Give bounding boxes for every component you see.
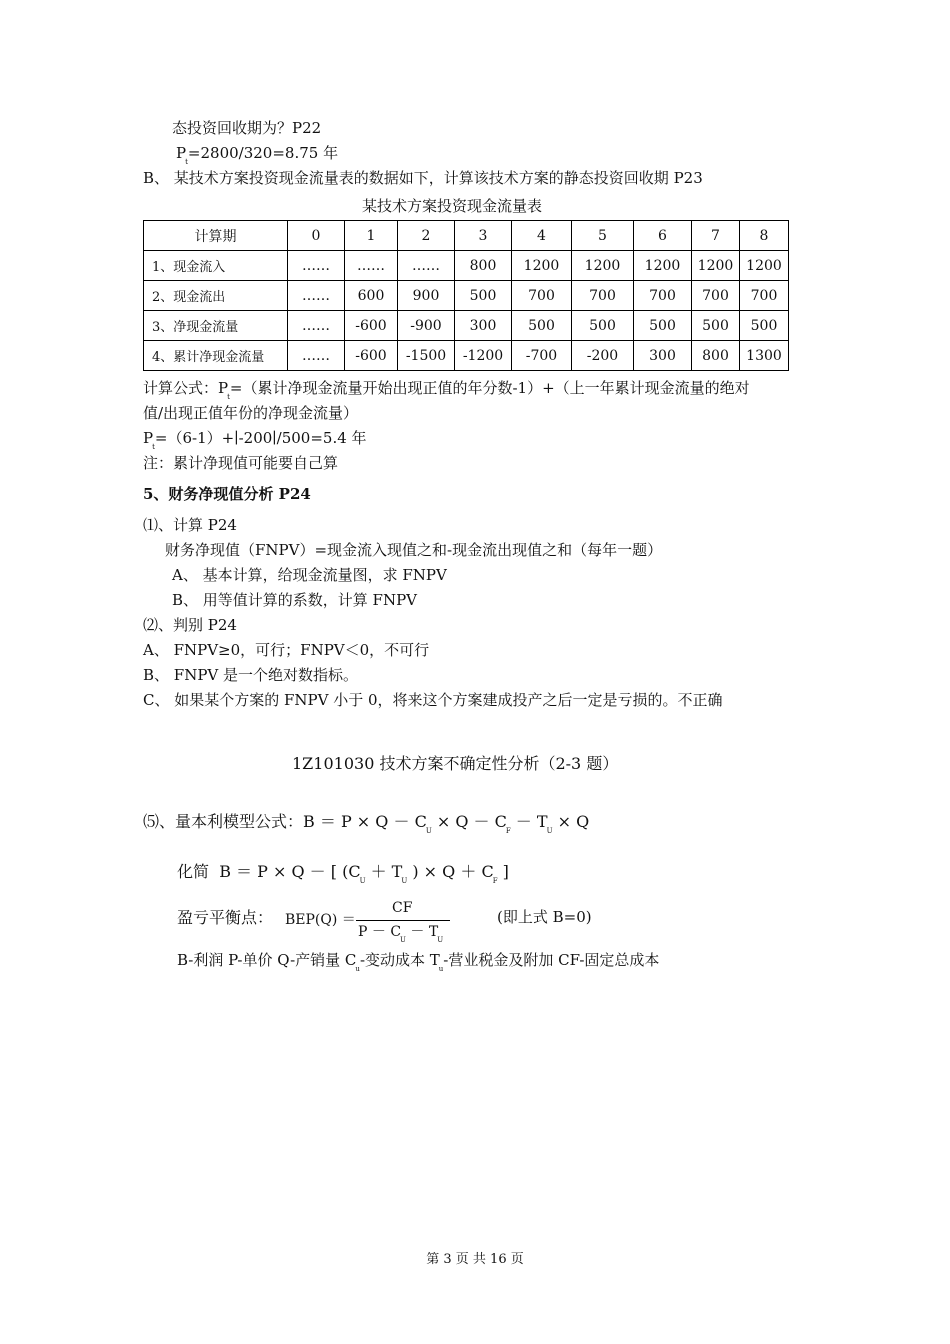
table-row — [144, 311, 789, 341]
table-cell: …… — [398, 251, 455, 281]
text-line: 财务净现值（FNPV）=现金流入现值之和-现金流出现值之和（每年一题） — [165, 541, 663, 559]
table-cell: …… — [345, 251, 398, 281]
table-header-cell: 5 — [572, 221, 634, 251]
text-line: B、 某技术方案投资现金流量表的数据如下，计算该技术方案的静态投资回收期 P23 — [143, 169, 703, 187]
bep-fraction — [356, 898, 450, 946]
formula-line: 计算公式：$P_t=$（累计净现金流量开始出现正值的年分数-1）+（上一年累计现金流量的绝对 — [143, 379, 750, 401]
table-cell: 1200 — [692, 251, 740, 281]
note-line: 注：累计净现值可能要自己算 — [143, 454, 339, 472]
table-cell: 500 — [455, 281, 512, 311]
bep-denominator: $P - C_U - T_U$ — [358, 924, 444, 944]
text-line: $P_t=2800/320=8.75$ 年 — [176, 144, 339, 166]
table-title: 某技术方案投资现金流量表 — [362, 197, 543, 215]
table-cell: 1200 — [740, 251, 789, 281]
formula-line: $P_t=(6-1)+∣-200∣/500=5.4$ 年 — [143, 429, 367, 451]
page-footer: 第 3 页 共 16 页 — [426, 1252, 524, 1267]
table-header-cell: 7 — [692, 221, 740, 251]
table-row — [144, 281, 789, 311]
table-cell: 500 — [512, 311, 572, 341]
bep-label: 盈亏平衡点： — [177, 908, 274, 927]
table-header-cell: 4 — [512, 221, 572, 251]
table-cell: 1200 — [572, 251, 634, 281]
table-cell: 700 — [512, 281, 572, 311]
table-cell: 500 — [634, 311, 692, 341]
formula-line: ⑸、量本利模型公式：$B = P \times Q - C_U \times Q - C_F - T_U \times Q$ — [143, 812, 590, 835]
table-cell: -900 — [398, 311, 455, 341]
table-cell: 900 — [398, 281, 455, 311]
table-cell: …… — [288, 341, 345, 371]
text-line: B、 用等值计算的系数，计算 FNPV — [172, 591, 418, 609]
table-cell: -1500 — [398, 341, 455, 371]
table-cell: -700 — [512, 341, 572, 371]
table-row — [144, 341, 789, 371]
table-cell: -200 — [572, 341, 634, 371]
table-cell: 1200 — [634, 251, 692, 281]
table-cell: 1、现金流入 — [144, 251, 288, 281]
table-cell: -1200 — [455, 341, 512, 371]
text-line: 态投资回收期为？P22 — [172, 119, 322, 137]
table-cell: 700 — [740, 281, 789, 311]
table-header-cell: 6 — [634, 221, 692, 251]
table-cell: …… — [288, 311, 345, 341]
table-header-row — [144, 221, 789, 251]
table-header-cell: 3 — [455, 221, 512, 251]
table-cell: 500 — [572, 311, 634, 341]
cash-flow-table — [143, 220, 789, 371]
table-cell: 800 — [455, 251, 512, 281]
table-cell: 800 — [692, 341, 740, 371]
table-cell: …… — [288, 251, 345, 281]
text-line: C、 如果某个方案的 FNPV 小于 0，将来这个方案建成投产之后一定是亏损的。不正确 — [143, 691, 723, 709]
table-cell: 700 — [692, 281, 740, 311]
table-header-cell: 2 — [398, 221, 455, 251]
table-header-cell: 0 — [288, 221, 345, 251]
table-cell: 300 — [455, 311, 512, 341]
text-line: A、 FNPV≥0，可行；FNPV＜0，不可行 — [143, 641, 430, 659]
table-cell: 1200 — [512, 251, 572, 281]
table-cell: …… — [288, 281, 345, 311]
formula-line: 值/出现正值年份的净现金流量） — [143, 404, 359, 422]
text-line: A、 基本计算，给现金流量图，求 FNPV — [172, 566, 447, 584]
table-cell: 3、净现金流量 — [144, 311, 288, 341]
fraction-bar — [356, 920, 450, 921]
text-line: ⑵、判别 P24 — [143, 616, 237, 634]
text-line: B、 FNPV 是一个绝对数指标。 — [143, 666, 359, 684]
table-cell: 1300 — [740, 341, 789, 371]
table-header-cell: 8 — [740, 221, 789, 251]
table-cell: 600 — [345, 281, 398, 311]
table-cell: -600 — [345, 341, 398, 371]
text-line: ⑴、计算 P24 — [143, 516, 237, 534]
table-header-cell: 1 — [345, 221, 398, 251]
section-heading: 5、财务净现值分析 P24 — [143, 485, 311, 503]
table-cell: 700 — [634, 281, 692, 311]
table-cell: 500 — [692, 311, 740, 341]
table-cell: -600 — [345, 311, 398, 341]
table-cell: 300 — [634, 341, 692, 371]
table-cell: 4、累计净现金流量 — [144, 341, 288, 371]
bep-lhs: BEP(Q) ＝ — [285, 912, 356, 928]
table-cell: 500 — [740, 311, 789, 341]
bep-numerator: CF — [392, 900, 413, 916]
table-cell: 2、现金流出 — [144, 281, 288, 311]
table-header-cell: 计算期 — [144, 221, 288, 251]
table-cell: 700 — [572, 281, 634, 311]
legend-line: B-利润 P-单价 Q-产销量 $C_u-$变动成本 $T_u-$营业税金及附加 CF-固定总成本 — [177, 951, 660, 973]
chapter-heading: 1Z101030 技术方案不确定性分析（2-3 题） — [292, 754, 619, 773]
bep-note: (即上式 B=0) — [497, 908, 592, 926]
table-row — [144, 251, 789, 281]
formula-line: 化简 B ＝ P × Q － [ ($C_U + T_U$ ) × $Q + C_F$ ] — [177, 862, 509, 885]
